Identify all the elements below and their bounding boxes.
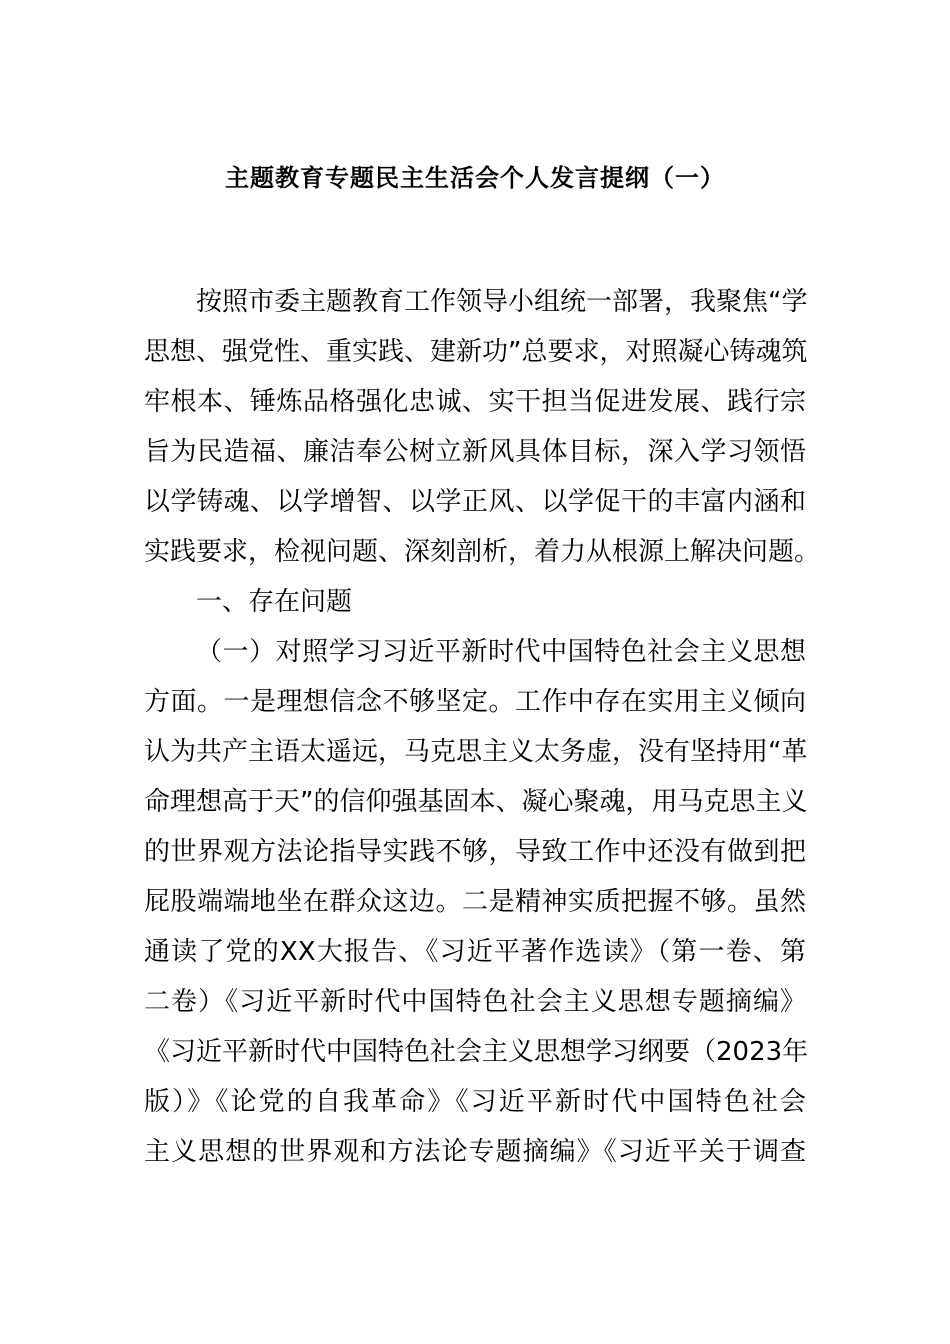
- paragraph-line: 方面。一是理想信念不够坚定。工作中存在实用主义倾向: [144, 687, 806, 717]
- paragraph-line: 主义思想的世界观和方法论专题摘编》《习近平关于调查: [144, 1137, 806, 1167]
- section-heading: 一、存在问题: [196, 587, 353, 617]
- paragraph-line: 版）》《论党的自我革命》《习近平新时代中国特色社会: [144, 1087, 806, 1117]
- paragraph-line: 命理想高于天”的信仰强基固本、凝心聚魂，用马克思主义: [144, 787, 808, 817]
- paragraph-line: 的世界观方法论指导实践不够，导致工作中还没有做到把: [144, 837, 806, 867]
- paragraph-line: 实践要求，检视问题、深刻剖析，着力从根源上解决问题。: [144, 537, 821, 567]
- paragraph-line: 以学铸魂、以学增智、以学正风、以学促干的丰富内涵和: [144, 487, 806, 517]
- paragraph-line: 按照市委主题教育工作领导小组统一部署，我聚焦“学: [196, 287, 808, 317]
- paragraph-line: 《习近平新时代中国特色社会主义思想学习纲要（2023年: [144, 1037, 809, 1067]
- paragraph-line: 通读了党的XX大报告、《习近平著作选读》（第一卷、第: [144, 937, 806, 967]
- paragraph-line: （一）对照学习习近平新时代中国特色社会主义思想: [196, 637, 806, 667]
- paragraph-line: 认为共产主语太遥远，马克思主义太务虚，没有坚持用“革: [144, 737, 808, 767]
- paragraph-line: 屁股端端地坐在群众这边。二是精神实质把握不够。虽然: [144, 887, 806, 917]
- paragraph-line: 旨为民造福、廉洁奉公树立新风具体目标，深入学习领悟: [144, 437, 806, 467]
- document-title: 主题教育专题民主生活会个人发言提纲（一）: [225, 164, 725, 192]
- paragraph-line: 牢根本、锤炼品格强化忠诚、实干担当促进发展、践行宗: [144, 387, 806, 417]
- paragraph-line: 二卷）《习近平新时代中国特色社会主义思想专题摘编》: [144, 987, 806, 1017]
- paragraph-line: 思想、强党性、重实践、建新功”总要求，对照凝心铸魂筑: [144, 337, 808, 367]
